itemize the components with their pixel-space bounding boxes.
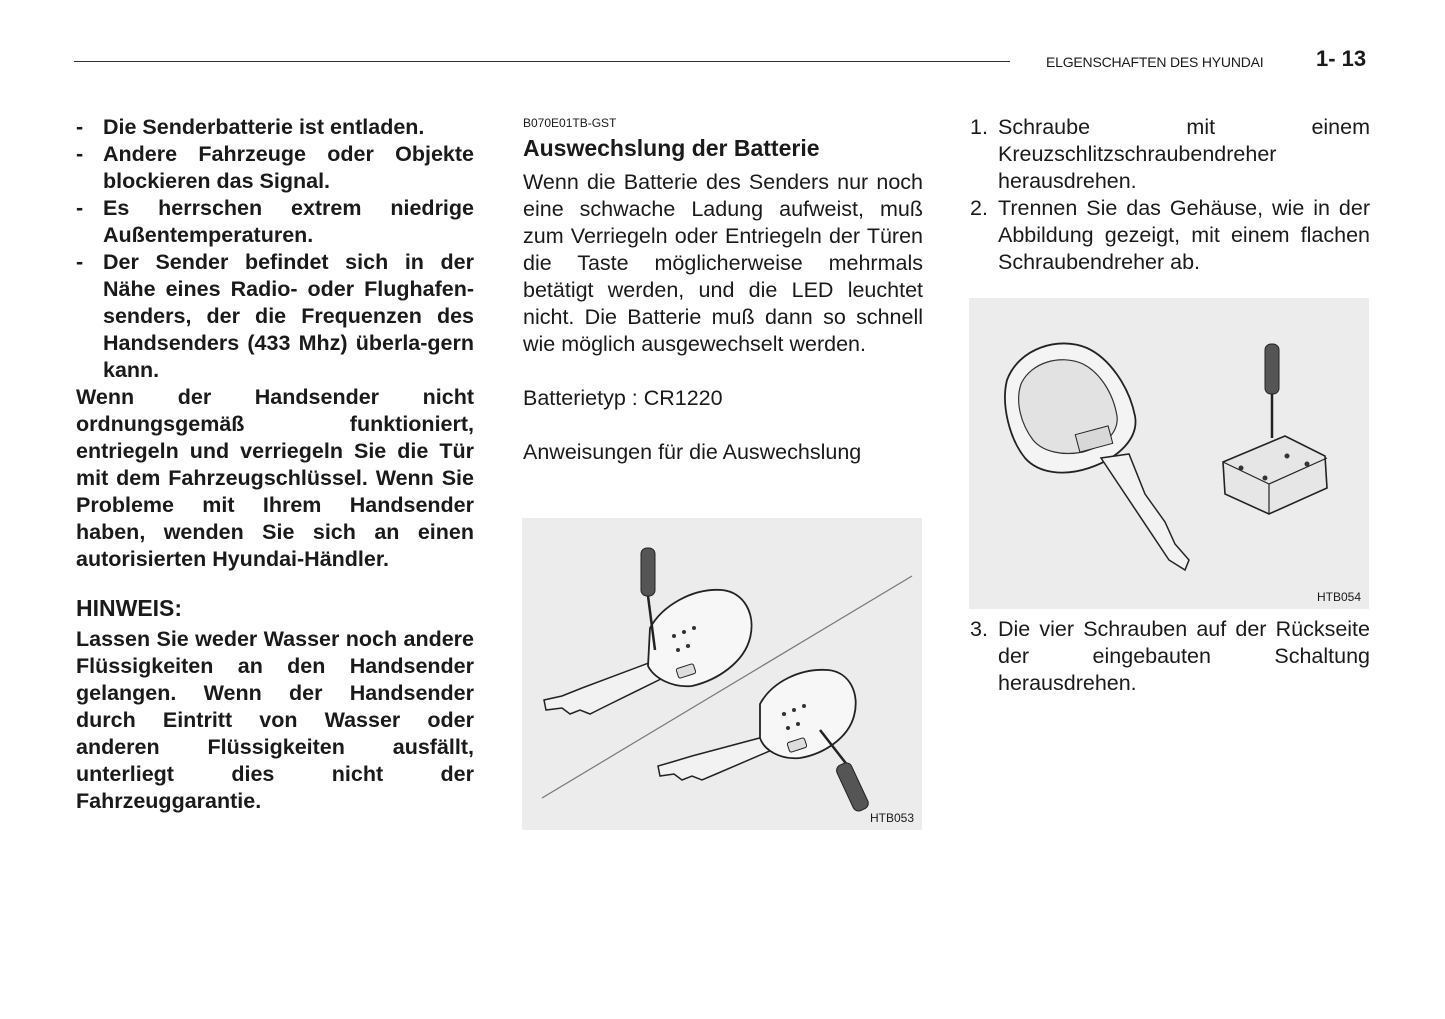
- list-item: - Es herrschen extrem niedrige Außentemperaturen.: [76, 195, 474, 249]
- step-3: [970, 616, 1370, 697]
- list-item: - Andere Fahrzeuge oder Objekte blockieren das Signal.: [76, 141, 474, 195]
- step-number: 1.: [970, 115, 988, 139]
- figure-htb053: [522, 518, 922, 830]
- section-title: Auswechslung der Batterie: [523, 135, 820, 161]
- note-text: Lassen Sie weder Wasser noch andere Flüssigkeiten an den Handsender gelangen. Wenn der Handsender durch Eintritt von Wasser oder anderen Flüssigkeiten ausfällt, unterliegt dies nicht der Fahrzeuggarantie.: [76, 627, 474, 813]
- instructions-heading: Anweisungen für die Auswechslung: [523, 440, 862, 464]
- note-title: HINWEIS:: [76, 595, 183, 621]
- page-number: 1- 13: [1316, 46, 1367, 71]
- figure-label: HTB053: [869, 811, 914, 825]
- step-number: 2.: [970, 196, 988, 220]
- figure-label: HTB054: [1316, 590, 1361, 604]
- paragraph-malfunction: Wenn der Handsender nicht ordnungsgemäß funktioniert, entriegeln und verriegeln Sie die Tür mit dem Fahrzeugschlüssel. Wenn Sie Probleme mit Ihrem Handsender haben, wenden Sie sich an einen autorisierten Hyundai-Händler.: [76, 385, 474, 571]
- bullet-list: [76, 114, 474, 384]
- column-middle: [523, 114, 923, 493]
- step-text: Die vier Schrauben auf der Rückseite der eingebauten Schaltung herausdrehen.: [998, 617, 1370, 695]
- key-opening-illustration: [522, 518, 922, 830]
- figure-htb054: [969, 298, 1369, 609]
- steps-list-continued: [970, 616, 1370, 697]
- column-left: [76, 114, 474, 815]
- step-text: Trennen Sie das Gehäuse, wie in der Abbildung gezeigt, mit einem flachen Schraubendreher ab.: [998, 196, 1370, 274]
- header-rule: [74, 61, 1010, 62]
- header-title: ELGENSCHAFTEN DES HYUNDAI: [1046, 54, 1264, 70]
- steps-list: [970, 114, 1370, 276]
- paragraph-battery: Wenn die Batterie des Senders nur noch eine schwache Ladung aufweist, muß zum Verriegeln oder Entriegeln der Türen die Taste möglicherweise mehrmals betätigt werden, und die LED leuchtet nicht. Die Batterie muß dann so schnell wie möglich ausgewechselt werden.: [523, 170, 923, 356]
- list-item: [970, 616, 1370, 697]
- list-item: [970, 195, 1370, 276]
- section-code: B070E01TB-GST: [523, 116, 617, 130]
- battery-type: Batterietyp : CR1220: [523, 386, 723, 410]
- key-housing-illustration: [969, 298, 1369, 609]
- list-item: - Die Senderbatterie ist entladen.: [76, 114, 474, 141]
- step-text: Schraube mit einem Kreuzschlitzschraubendreher herausdrehen.: [998, 115, 1370, 193]
- step-number: 3.: [970, 617, 988, 641]
- list-item: - Der Sender befindet sich in der Nähe eines Radio- oder Flughafen-senders, der die Frequenzen des Handsenders (433 Mhz) überla-gern kann.: [76, 249, 474, 384]
- list-item: [970, 114, 1370, 195]
- column-right: [970, 114, 1370, 276]
